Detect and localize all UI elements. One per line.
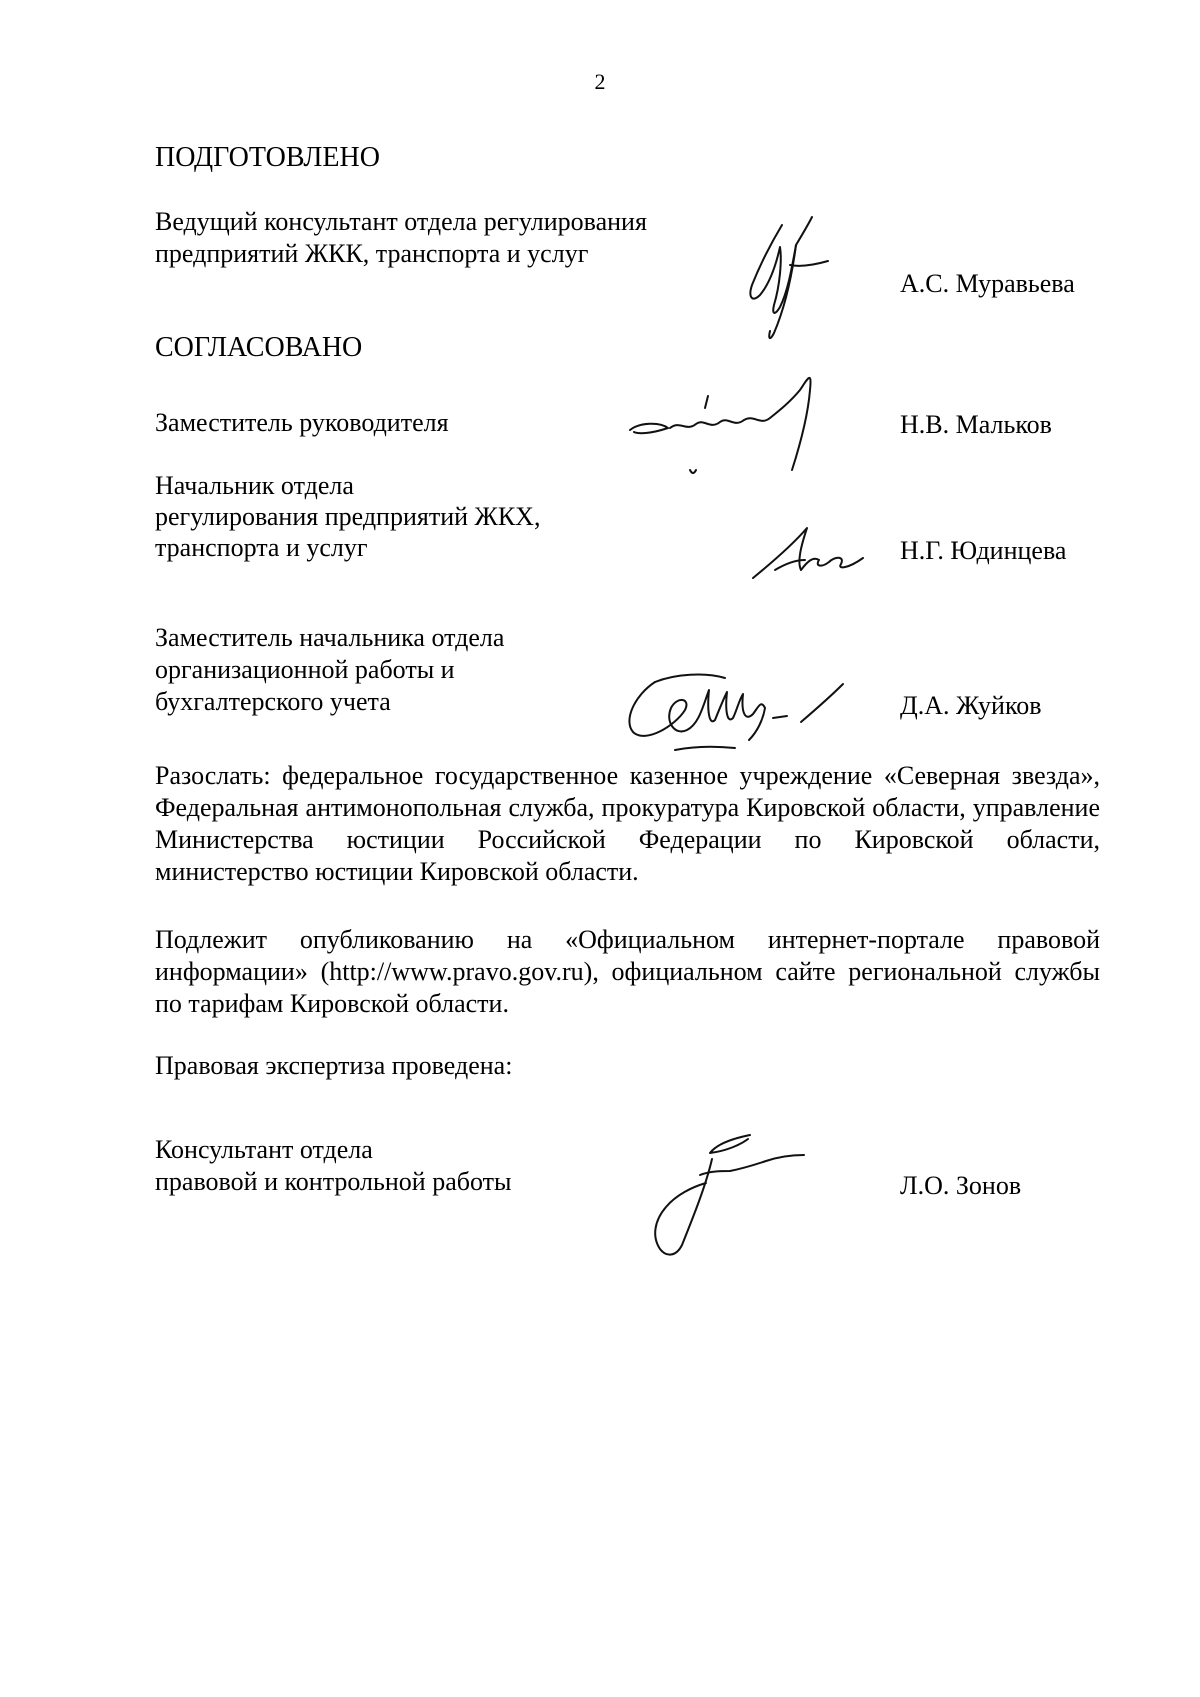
signature-muravyeva — [730, 205, 850, 355]
signatory-3-role-line-3: бухгалтерского учета — [155, 687, 391, 716]
legal-review-role-line-2: правовой и контрольной работы — [155, 1167, 512, 1196]
legal-review-name: Л.О. Зонов — [900, 1171, 1022, 1200]
prepared-name: А.С. Муравьева — [900, 269, 1075, 298]
legal-review-label: Правовая экспертиза проведена: — [155, 1051, 513, 1080]
signatory-3-role-line-2: организационной работы и — [155, 655, 455, 684]
legal-review-role-line-1: Консультант отдела — [155, 1135, 373, 1164]
signature-malkov — [620, 360, 850, 500]
signature-yudintseva — [745, 520, 875, 590]
signatory-3-role-line-1: Заместитель начальника отдела — [155, 623, 505, 652]
signatory-2-role-line-1: Начальник отдела — [155, 471, 354, 500]
signatory-1-role-line-1: Заместитель руководителя — [155, 408, 449, 437]
signatory-3-name: Д.А. Жуйков — [900, 691, 1042, 720]
signature-zonov — [630, 1125, 830, 1265]
signatory-1-name: Н.В. Мальков — [900, 410, 1052, 439]
page-number: 2 — [594, 69, 606, 94]
signatory-2-role-line-2: регулирования предприятий ЖКХ, — [155, 502, 541, 531]
signatory-2-name: Н.Г. Юдинцева — [900, 536, 1067, 565]
signatory-2-role-line-3: транспорта и услуг — [155, 533, 368, 562]
signature-zhuykov — [615, 660, 865, 760]
publication-paragraph: Подлежит опубликованию на «Официальном интернет-портале правовой информации» (http://www.pravo.gov.ru), официальном сайте региональной службы по тарифам Кировской области. — [155, 925, 1100, 1018]
prepared-role-line-1: Ведущий консультант отдела регулирования — [155, 207, 647, 236]
prepared-heading: ПОДГОТОВЛЕНО — [155, 142, 380, 173]
distribution-paragraph: Разослать: федеральное государственное казенное учреждение «Северная звезда», Федеральная антимонопольная служба, прокуратура Кировской области, управление Министерства юстиции Российской Федерации по Кировской области, министерство юстиции Кировской области. — [155, 761, 1100, 886]
prepared-role-line-2: предприятий ЖКК, транспорта и услуг — [155, 239, 589, 268]
agreed-heading: СОГЛАСОВАНО — [155, 332, 363, 363]
